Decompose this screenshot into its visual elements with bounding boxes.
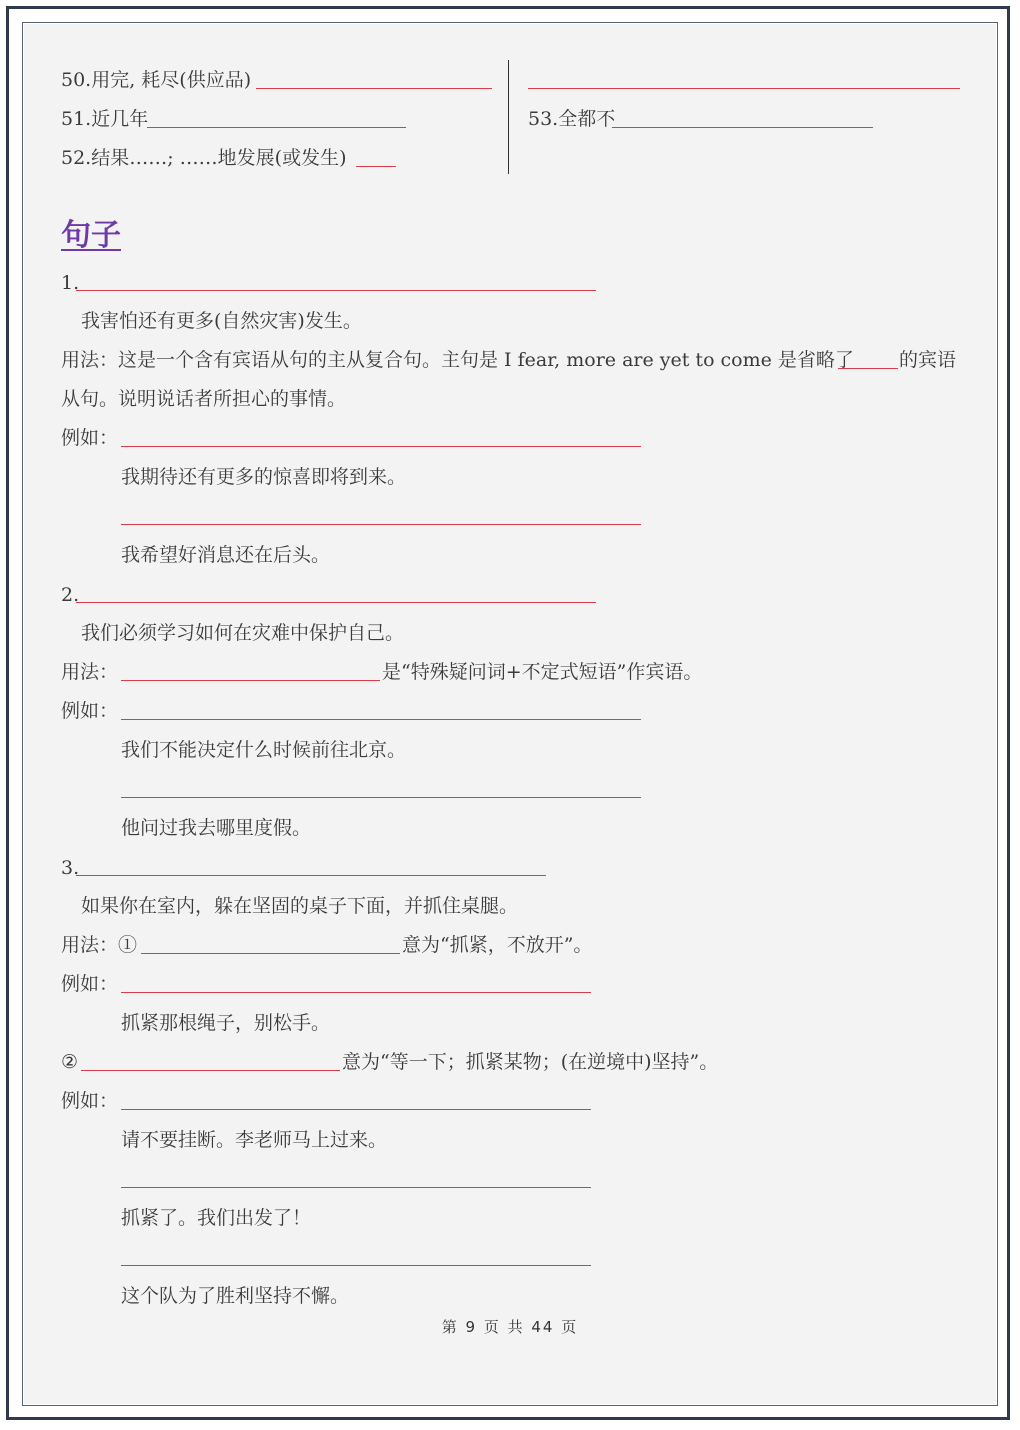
sentence-3-example-2: 请不要挂断。李老师马上过来。 — [121, 1129, 388, 1151]
vocab-item-52: 52.结果……; ……地发展(或发生) — [61, 147, 347, 169]
sentence-3-example-blank-1[interactable] — [121, 992, 591, 993]
sentence-3-number: 3. — [61, 857, 80, 879]
sentence-3-usage-blank-1[interactable] — [141, 953, 400, 954]
sentence-1-number: 1. — [61, 272, 80, 294]
sentence-3-chinese: 如果你在室内，躲在坚固的桌子下面，并抓住桌腿。 — [81, 895, 519, 917]
page-number-footer: 第 9 页 共 44 页 — [441, 1318, 579, 1336]
sentence-2-example-label: 例如： — [61, 700, 119, 722]
sentence-3-blank[interactable] — [76, 875, 546, 876]
sentence-3-example-label: 例如： — [61, 973, 119, 995]
sentence-3-example-1: 抓紧那根绳子，别松手。 — [121, 1012, 331, 1034]
sentence-3-example-blank-2[interactable] — [121, 1109, 591, 1110]
vocab-item-51: 51.近几年 — [61, 108, 149, 130]
sentence-1-blank[interactable] — [76, 290, 596, 291]
sentence-3-example-blank-3[interactable] — [121, 1187, 591, 1188]
sentence-3-usage-1-tail: 意为“抓紧，不放开”。 — [402, 934, 593, 956]
column-divider — [508, 60, 509, 174]
sentence-1-usage: 用法：这是一个含有宾语从句的主从复合句。主句是 I fear, more are yet to come 是省略了 — [61, 349, 854, 371]
sentence-1-example-blank-2[interactable] — [121, 524, 641, 525]
sentence-2-example-blank-2[interactable] — [121, 797, 641, 798]
sentence-3-example-3: 抓紧了。我们出发了！ — [121, 1207, 312, 1229]
page-frame-inner — [22, 22, 998, 1406]
sentence-2-example-1: 我们不能决定什么时候前往北京。 — [121, 739, 407, 761]
sentence-1-usage-cont: 从句。说明说话者所担心的事情。 — [61, 388, 347, 410]
sentence-3-usage-blank-2[interactable] — [81, 1070, 340, 1071]
sentence-1-example-blank-1[interactable] — [121, 446, 641, 447]
sentence-1-example-2: 我希望好消息还在后头。 — [121, 544, 331, 566]
sentence-2-usage-blank[interactable] — [121, 680, 380, 681]
sentence-3-usage-2-label: ② — [61, 1051, 79, 1073]
vocab-item-50: 50.用完, 耗尽(供应品) — [61, 69, 252, 91]
sentence-2-blank[interactable] — [76, 602, 596, 603]
sentence-1-chinese: 我害怕还有更多(自然灾害)发生。 — [81, 310, 362, 332]
sentence-2-example-2: 他问过我去哪里度假。 — [121, 817, 312, 839]
sentence-1-example-label: 例如： — [61, 427, 119, 449]
answer-blank-53[interactable] — [612, 127, 873, 128]
sentence-1-usage-tail: 的宾语 — [899, 349, 957, 371]
answer-blank-51[interactable] — [147, 127, 406, 128]
vocab-item-53: 53.全都不 — [528, 108, 616, 130]
sentence-2-usage-label: 用法： — [61, 661, 119, 683]
sentence-3-example-blank-4[interactable] — [121, 1265, 591, 1266]
sentence-2-usage-tail: 是“特殊疑问词+不定式短语”作宾语。 — [382, 661, 703, 683]
sentence-3-example-4: 这个队为了胜利坚持不懈。 — [121, 1285, 350, 1307]
sentence-3-example-label-2: 例如： — [61, 1090, 119, 1112]
sentence-2-number: 2. — [61, 584, 80, 606]
sentence-2-example-blank-1[interactable] — [121, 719, 641, 720]
answer-blank-52-continued[interactable] — [528, 88, 960, 89]
answer-blank-52[interactable] — [356, 166, 396, 167]
sentence-3-usage-label: 用法：① — [61, 934, 138, 956]
section-heading: 句子 — [61, 218, 121, 253]
sentence-1-example-1: 我期待还有更多的惊喜即将到来。 — [121, 466, 407, 488]
sentence-2-chinese: 我们必须学习如何在灾难中保护自己。 — [81, 622, 405, 644]
sentence-3-usage-2-tail: 意为“等一下；抓紧某物；(在逆境中)坚持”。 — [342, 1051, 719, 1073]
answer-blank-50[interactable] — [256, 88, 492, 89]
sentence-1-usage-blank[interactable] — [838, 368, 898, 369]
